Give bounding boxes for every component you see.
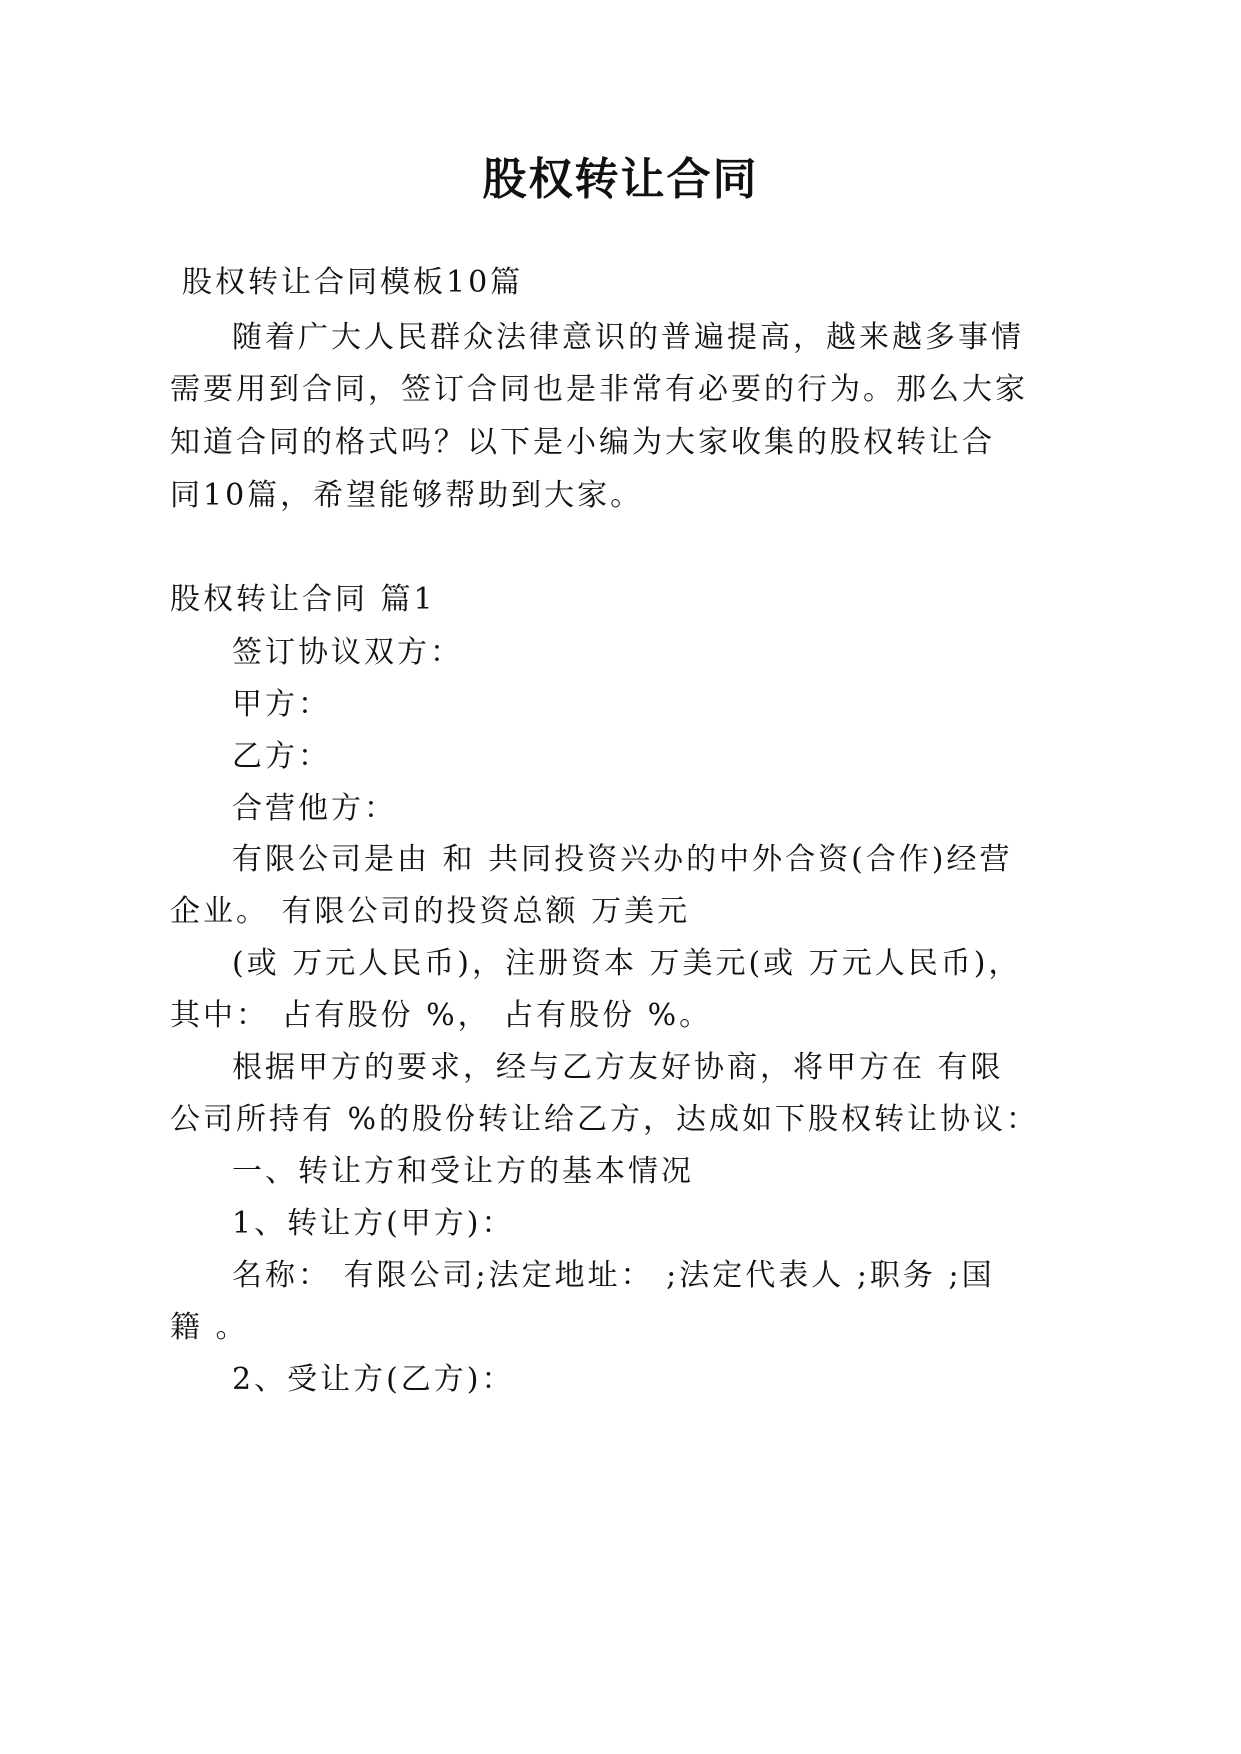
body-line-11: 一、转让方和受让方的基本情况 <box>232 1154 694 1189</box>
body-line-7: (或 万元人民币)，注册资本 万美元(或 万元人民币)， <box>232 946 1022 981</box>
body-line-14: 籍 。 <box>170 1310 249 1345</box>
intro-line-2: 需要用到合同，签订合同也是非常有必要的行为。那么大家 <box>170 372 1028 407</box>
body-line-1: 签订协议双方： <box>232 635 463 670</box>
body-line-10: 公司所持有 %的股份转让给乙方，达成如下股权转让协议： <box>170 1102 1040 1137</box>
subtitle-line: 股权转让合同模板10篇 <box>182 265 524 300</box>
body-line-13: 名称： 有限公司;法定地址： ;法定代表人 ;职务 ;国 <box>232 1258 995 1293</box>
body-line-8: 其中： 占有股份 %， 占有股份 %。 <box>170 998 713 1033</box>
body-line-5: 有限公司是由 和 共同投资兴办的中外合资(合作)经营 <box>232 842 1013 877</box>
body-line-15: 2、受让方(乙方)： <box>232 1362 515 1397</box>
body-line-12: 1、转让方(甲方)： <box>232 1206 515 1241</box>
body-line-9: 根据甲方的要求，经与乙方友好协商，将甲方在 有限 <box>232 1050 1004 1085</box>
body-line-6: 企业。 有限公司的投资总额 万美元 <box>170 894 691 929</box>
intro-line-3: 知道合同的格式吗？以下是小编为大家收集的股权转让合 <box>170 425 995 460</box>
section-heading: 股权转让合同 篇1 <box>170 582 436 617</box>
body-line-4: 合营他方： <box>232 791 397 826</box>
intro-line-1: 随着广大人民群众法律意识的普遍提高，越来越多事情 <box>232 320 1024 355</box>
body-line-3: 乙方： <box>232 739 331 774</box>
document-title: 股权转让合同 <box>482 154 759 205</box>
body-line-2: 甲方： <box>232 687 331 722</box>
intro-line-4: 同10篇，希望能够帮助到大家。 <box>170 478 644 513</box>
